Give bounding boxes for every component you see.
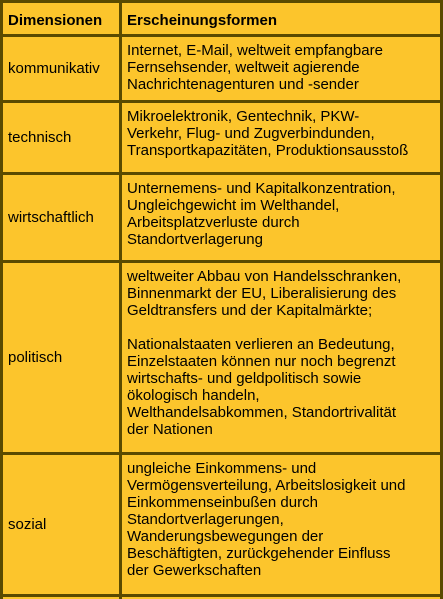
forms-cell (122, 263, 440, 452)
forms-cell (122, 37, 440, 100)
forms-text: Internet, E-Mail, weltweit empfangbare Fernsehsender, weltweit agierende Nachrichtenagenturen und -sender (127, 42, 383, 93)
forms-text: Nationalstaaten verlieren an Bedeutung, Einzelstaaten können nur noch begrenzt wirtschafts- und geldpolitisch sowie ökologisch handeln, Welthandelsabkommen, Standortrivalität der Nationen (127, 336, 397, 438)
dimension-cell (3, 37, 119, 100)
dimension-label: wirtschaftlich (8, 209, 94, 226)
dimension-label: sozial (8, 516, 47, 533)
forms-text: weltweiter Abbau von Handelsschranken, Binnenmarkt der EU, Liberalisierung des Geldtransfers und der Kapitalmärkte; (127, 268, 402, 319)
dimension-cell (3, 103, 119, 172)
dimension-label: kommunikativ (8, 60, 100, 77)
forms-text: Mikroelektronik, Gentechnik, PKW- Verkehr, Flug- und Zugverbindunden, Transportkapazitäten, Produktionsausstoß (127, 108, 409, 159)
header-dimensionen: Dimensionen (3, 3, 119, 34)
forms-text: ungleiche Einkommens- und Vermögensverteilung, Arbeitslosigkeit und Einkommenseinbußen durch Standortverlagerungen, Wanderungsbewegungen der Beschäftigten, zurückgehender Einfluss der Gewerkschaften (127, 460, 406, 579)
dimension-label: politisch (8, 349, 63, 366)
dimension-cell (3, 175, 119, 260)
forms-cell (122, 455, 440, 594)
forms-text: Unternemens- und Kapitalkonzentration, Ungleichgewicht im Welthandel, Arbeitsplatzverluste durch Standortverlagerung (127, 180, 396, 248)
forms-cell (122, 175, 440, 260)
forms-cell (122, 103, 440, 172)
dimension-cell (3, 455, 119, 594)
dimension-cell (3, 263, 119, 452)
header-erscheinungsformen: Erscheinungsformen (122, 3, 440, 34)
dimension-label: technisch (8, 129, 72, 146)
